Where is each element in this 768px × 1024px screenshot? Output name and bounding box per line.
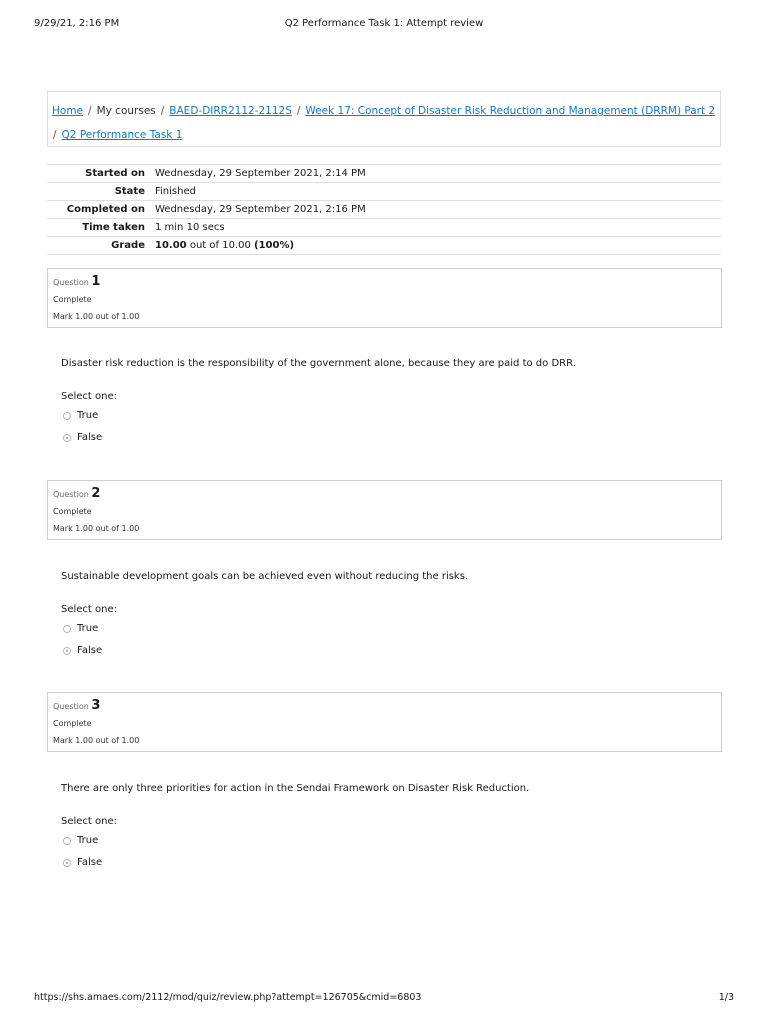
summary-row-completed bbox=[47, 201, 721, 219]
summary-row-time bbox=[47, 219, 721, 237]
breadcrumb-course-link[interactable]: BAED-DIRR2112-2112S bbox=[169, 105, 292, 117]
question-body-2 bbox=[61, 569, 701, 662]
completed-value: Wednesday, 29 September 2021, 2:16 PM bbox=[155, 204, 366, 215]
print-datetime: 9/29/21, 2:16 PM bbox=[34, 18, 120, 29]
question-label: Question bbox=[53, 702, 89, 711]
completed-label: Completed on bbox=[66, 204, 145, 215]
answer-option-true[interactable] bbox=[61, 830, 701, 852]
breadcrumb-task-link[interactable]: Q2 Performance Task 1 bbox=[61, 129, 183, 141]
grade-score: 10.00 bbox=[155, 240, 187, 251]
grade-label: Grade bbox=[111, 240, 145, 251]
grade-out-of: out of 10.00 bbox=[189, 240, 251, 251]
select-one-prompt: Select one: bbox=[61, 816, 118, 827]
question-status: Complete bbox=[53, 507, 92, 516]
answer-option-true[interactable] bbox=[61, 618, 701, 640]
breadcrumb-week-link[interactable]: Week 17: Concept of Disaster Risk Reduction and Management (DRRM) Part 2 bbox=[305, 105, 716, 117]
question-mark: Mark 1.00 out of 1.00 bbox=[53, 524, 140, 533]
breadcrumb-home-link[interactable]: Home bbox=[52, 105, 84, 117]
answer-option-false[interactable] bbox=[61, 640, 701, 662]
radio-button-selected[interactable] bbox=[63, 859, 71, 867]
question-info-1 bbox=[47, 268, 722, 328]
answer-option-false[interactable] bbox=[61, 427, 701, 449]
question-text: There are only three priorities for action in the Sendai Framework on Disaster Risk Reduction. bbox=[61, 783, 530, 794]
option-label: False bbox=[77, 645, 103, 656]
attempt-summary-table bbox=[47, 164, 721, 255]
option-label: False bbox=[77, 432, 103, 443]
breadcrumb-separator: / bbox=[53, 129, 57, 141]
option-label: True bbox=[77, 410, 99, 421]
radio-button[interactable] bbox=[63, 625, 71, 633]
question-label: Question bbox=[53, 278, 89, 287]
breadcrumb-separator: / bbox=[296, 105, 301, 117]
summary-row-started bbox=[47, 165, 721, 183]
page-number: 1/3 bbox=[718, 992, 734, 1003]
question-mark: Mark 1.00 out of 1.00 bbox=[53, 736, 140, 745]
question-label: Question bbox=[53, 490, 89, 499]
question-body-1 bbox=[61, 356, 701, 449]
grade-percent: (100%) bbox=[254, 240, 295, 251]
question-info-3 bbox=[47, 692, 722, 752]
started-label: Started on bbox=[85, 168, 145, 179]
select-one-prompt: Select one: bbox=[61, 604, 118, 615]
question-status: Complete bbox=[53, 295, 92, 304]
breadcrumb bbox=[47, 91, 721, 147]
state-value: Finished bbox=[155, 186, 196, 197]
started-value: Wednesday, 29 September 2021, 2:14 PM bbox=[155, 168, 366, 179]
summary-row-grade bbox=[47, 237, 721, 255]
question-text: Sustainable development goals can be achieved even without reducing the risks. bbox=[61, 571, 469, 582]
option-label: False bbox=[77, 857, 103, 868]
radio-button[interactable] bbox=[63, 412, 71, 420]
print-header bbox=[34, 18, 734, 32]
question-body-3 bbox=[61, 781, 701, 874]
radio-button-selected[interactable] bbox=[63, 434, 71, 442]
print-footer bbox=[34, 992, 734, 1006]
answer-option-false[interactable] bbox=[61, 852, 701, 874]
question-number: 2 bbox=[91, 486, 101, 501]
time-taken-value: 1 min 10 secs bbox=[155, 222, 225, 233]
grade-value bbox=[153, 237, 721, 255]
question-number: 3 bbox=[91, 698, 101, 713]
question-info-2 bbox=[47, 480, 722, 540]
radio-button-selected[interactable] bbox=[63, 647, 71, 655]
question-mark: Mark 1.00 out of 1.00 bbox=[53, 312, 140, 321]
state-label: State bbox=[114, 186, 145, 197]
question-status: Complete bbox=[53, 719, 92, 728]
breadcrumb-my-courses: My courses bbox=[96, 105, 156, 117]
print-title: Q2 Performance Task 1: Attempt review bbox=[284, 18, 484, 29]
breadcrumb-separator: / bbox=[88, 105, 92, 117]
print-url: https://shs.amaes.com/2112/mod/quiz/review.php?attempt=126705&cmid=6803 bbox=[34, 992, 422, 1003]
option-label: True bbox=[77, 835, 99, 846]
radio-button[interactable] bbox=[63, 837, 71, 845]
question-number: 1 bbox=[91, 274, 101, 289]
option-label: True bbox=[77, 623, 99, 634]
time-taken-label: Time taken bbox=[82, 222, 145, 233]
answer-option-true[interactable] bbox=[61, 405, 701, 427]
select-one-prompt: Select one: bbox=[61, 391, 118, 402]
breadcrumb-separator: / bbox=[160, 105, 165, 117]
question-text: Disaster risk reduction is the responsibility of the government alone, because they are paid to do DRR. bbox=[61, 358, 576, 369]
summary-row-state bbox=[47, 183, 721, 201]
